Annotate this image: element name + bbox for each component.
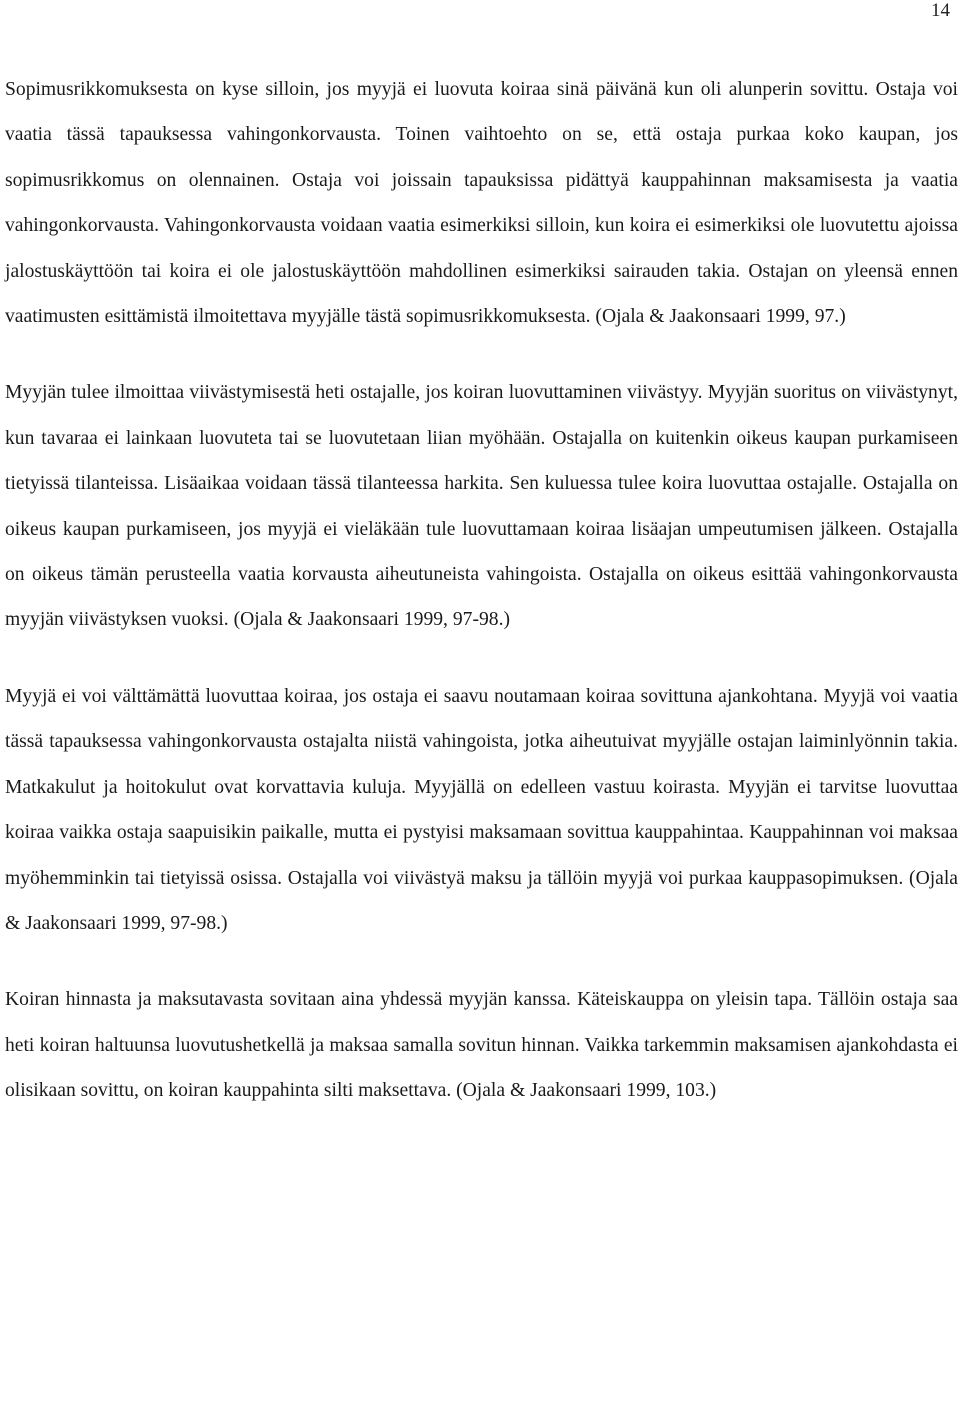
page-number: 14: [931, 0, 950, 21]
paragraph-delivery-delay: Myyjän tulee ilmoittaa viivästymisestä heti ostajalle, jos koiran luovuttaminen viivästyy. Myyjän suoritus on viivästynyt, kun tavaraa ei lainkaan luovuteta tai se luovutetaan liian myöhään. Ostajalla on kuitenkin oikeus kaupan purkamiseen tietyissä tilanteissa. Lisäaikaa voidaan tässä tilanteessa harkita. Sen kuluessa tulee koira luovuttaa ostajalle. Ostajalla on oikeus kaupan purkamiseen, jos myyjä ei vieläkään tule luovuttamaan koiraa lisäajan umpeutumisen jälkeen. Ostajalla on oikeus tämän perusteella vaatia korvausta aiheutuneista vahingoista. Ostajalla on oikeus esittää vahingonkorvausta myyjän viivästyksen vuoksi. (Ojala & Jaakonsaari 1999, 97-98.): [5, 382, 958, 631]
document-body: [5, 67, 958, 1114]
paragraph-buyer-no-show: Myyjä ei voi välttämättä luovuttaa koiraa, jos ostaja ei saavu noutamaan koiraa sovittuna ajankohtana. Myyjä voi vaatia tässä tapauksessa vahingonkorvausta ostajalta niistä vahingoista, jotka aiheutuivat myyjälle ostajan laiminlyönnin takia. Matkakulut ja hoitokulut ovat korvattavia kuluja. Myyjällä on edelleen vastuu koirasta. Myyjän ei tarvitse luovuttaa koiraa vaikka ostaja saapuisikin paikalle, mutta ei pystyisi maksamaan sovittua kauppahintaa. Kauppahinnan voi maksaa myöhemminkin tai tietyissä osissa. Ostajalla voi viivästyä maksu ja tällöin myyjä voi purkaa kauppasopimuksen. (Ojala & Jaakonsaari 1999, 97-98.): [5, 685, 958, 934]
paragraph-breach-of-contract: Sopimusrikkomuksesta on kyse silloin, jos myyjä ei luovuta koiraa sinä päivänä kun oli alunperin sovittu. Ostaja voi vaatia tässä tapauksessa vahingonkorvausta. Toinen vaihtoehto on se, että ostaja purkaa koko kaupan, jos sopimusrikkomus on olennainen. Ostaja voi joissain tapauksissa pidättyä kauppahinnan maksamisesta ja vaatia vahingonkorvausta. Vahingonkorvausta voidaan vaatia esimerkiksi silloin, kun koira ei esimerkiksi ole luovutettu ajoissa jalostuskäyttöön tai koira ei ole jalostuskäyttöön mahdollinen esimerkiksi sairauden takia. Ostajan on yleensä ennen vaatimusten esittämistä ilmoitettava myyjälle tästä sopimusrikkomuksesta. (Ojala & Jaakonsaari 1999, 97.): [5, 79, 958, 328]
paragraph-price-and-payment: Koiran hinnasta ja maksutavasta sovitaan aina yhdessä myyjän kanssa. Käteiskauppa on yleisin tapa. Tällöin ostaja saa heti koiran haltuunsa luovutushetkellä ja maksaa samalla sovitun hinnan. Vaikka tarkemmin maksamisen ajankohdasta ei olisikaan sovittu, on koiran kauppahinta silti maksettava. (Ojala & Jaakonsaari 1999, 103.): [5, 989, 958, 1102]
